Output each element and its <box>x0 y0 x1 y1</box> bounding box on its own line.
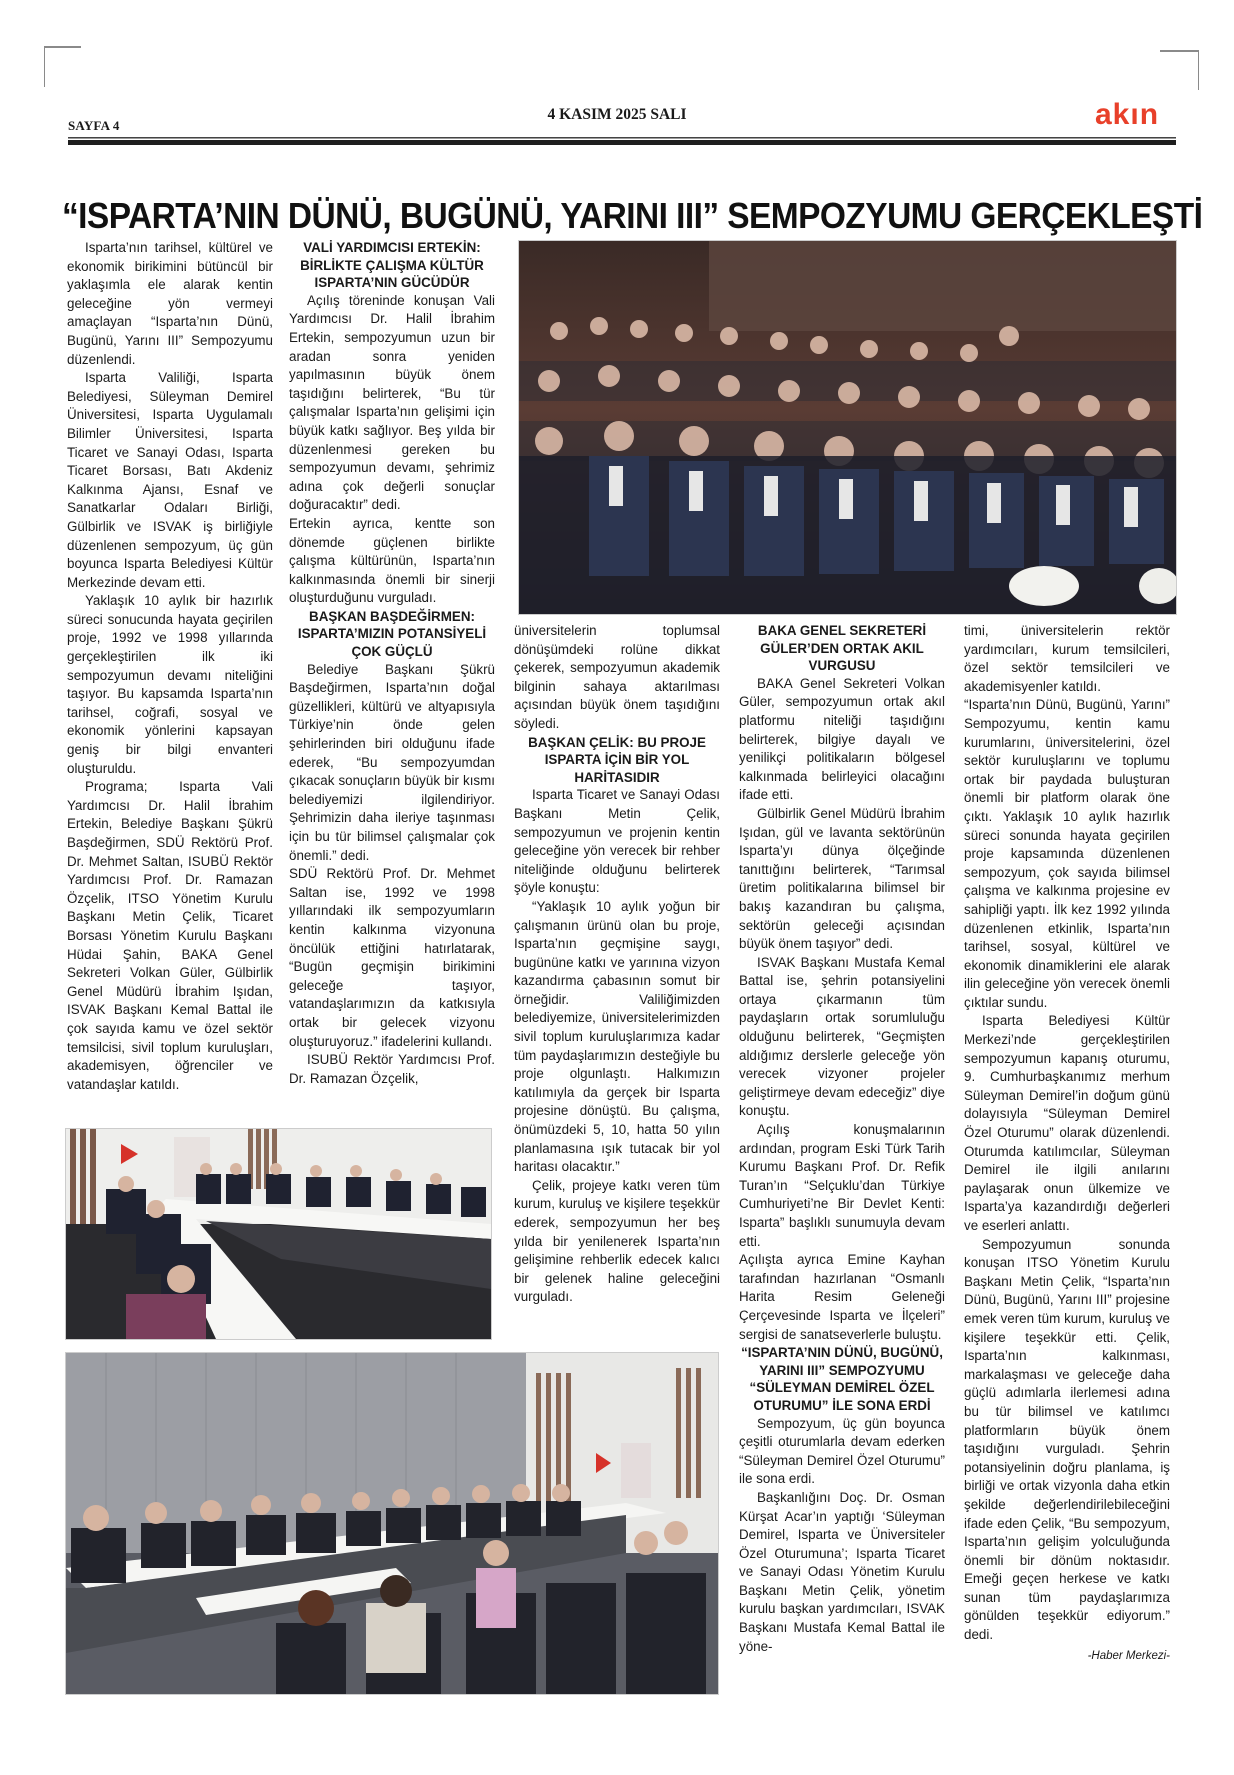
paragraph: Programa; Isparta Vali Yardımcısı Dr. Halil İbrahim Ertekin, Belediye Başkanı Şükrü Başdeğirmen, SDÜ Rektörü Prof. Dr. Mehmet Saltan, ISUBÜ Rektör Yardımcısı Prof. Dr. Ramazan Özçelik, ITSO Yönetim Kurulu Başkanı Metin Çelik, Ticaret Borsası Yönetim Kurulu Başkanı Hüdai Şahin, BAKA Genel Sekreteri Volkan Güler, Gülbirlik Genel Müdürü İbrahim Işıdan, ISVAK Başkanı Kemal Battal ile çok sayıda kamu ve özel sektör temsilcisi, sivil toplum kuruluşları, akademisyen, öğrenciler ve vatandaşlar katıldı. <box>67 779 273 1092</box>
newspaper-logo <box>1080 100 1175 128</box>
header-rule-thick <box>68 140 1176 145</box>
paragraph: Isparta Ticaret ve Sanayi Odası Başkanı Metin Çelik, sempozyumun ve projenin kentin geleceğine yön verecek bir rehber niteliğinde olduğunu belirterek şöyle konuştu: <box>514 787 720 896</box>
crop-mark-top-left-h <box>44 46 81 48</box>
subheading-guler: BAKA GENEL SEKRETERİ GÜLER’DEN ORTAK AKIL VURGUSU <box>757 623 927 674</box>
crop-mark-top-right-v <box>1198 52 1199 90</box>
paragraph: Isparta Valiliği, Isparta Belediyesi, Süleyman Demirel Üniversitesi, Isparta Uygulamalı Bilimler Üniversitesi, Isparta Ticaret ve Sanayi Odası, Isparta Ticaret Borsası, Batı Akdeniz Kalkınma Ajansı, Esnaf ve Sanatkarlar Odaları Birliği, Gülbirlik ve ISVAK iş birliğiyle düzenlenen sempozyum, üç gün boyunca Isparta Belediyesi Kültür Merkezinde devam etti. <box>67 370 273 590</box>
paragraph: SDÜ Rektörü Prof. Dr. Mehmet Saltan ise, 1992 ve 1998 yıllarındaki ilk sempozyumların kentin kalkınma vizyonuna öncülük ettiğini hatırlatarak, “Bugün geçmişin birikimini geleceğe taşıyor, vatandaşlarımızın da katkısıyla ortak bir gelecek vizyonu oluşturuyoruz.” ifadelerini kullandı. <box>289 866 495 1049</box>
paragraph: Gülbirlik Genel Müdürü İbrahim Işıdan, gül ve lavanta sektörünün Isparta’yı dünya ölçeğinde tanıttığını belirterek, “Tarımsal üretim politikalarına bilimsel bir bakış kazandıran bu çalışma, sektörün geleceği açısından büyük önem taşıyor” dedi. <box>739 805 945 952</box>
article-column-4 <box>739 622 945 1656</box>
meeting-room-photo-1 <box>65 1128 492 1340</box>
paragraph: “Isparta’nın Dünü, Bugünü, Yarını” Sempozyumu, kentin kamu kurumlarını, üniversitelerini, özel sektör kuruluşlarını ve toplumu ortak bir paydada buluşturan önemli bir platform olarak öne çıktı. Yaklaşık 10 aylık hazırlık süreci sonunda hayata geçirilen proje kapsamında düzenlenen sempozyum, çok sayıda bilimsel çalışma ve kalkınma projesine ev sahipliği yaptı. İlk kez 1992 yılında düzenlenen etkinlik, Isparta’nın tarihsel, sosyal, kültürel ve ekonomik dinamiklerini ele alarak ilin geleceğine yön verecek önemli çıktılar sundu. <box>964 697 1170 1010</box>
paragraph: Açılışta ayrıca Emine Kayhan tarafından hazırlanan “Osmanlı Harita Resim Geleneği Çerçevesinde Isparta ve İlçeleri” sergisi de sanatseverlerle buluştu. <box>739 1252 945 1342</box>
paragraph: Çelik, projeye katkı veren tüm kurum, kuruluş ve kişilere teşekkür ederek, sempozyumun her beş yılda bir yenilenerek Isparta’nın gelişimine rehberlik edecek kalıcı bir gelenek haline geleceğini vurguladı. <box>514 1177 720 1305</box>
article-column-5 <box>964 622 1170 1665</box>
meeting-room-photo-2 <box>65 1352 719 1695</box>
subheading-ertekin: VALİ YARDIMCISI ERTEKİN: BİRLİKTE ÇALIŞMA KÜLTÜR ISPARTA’NIN GÜCÜDÜR <box>300 240 484 291</box>
paragraph: Sempozyumun sonunda konuşan ITSO Yönetim Kurulu Başkanı Metin Çelik, “Isparta’nın Dünü, Bugünü, Yarını III” projesine emek veren tüm kurum, kuruluş ve kişilere teşekkür etti. Çelik, Isparta’nın kalkınması, markalaşması ve geleceğe daha güçlü adımlarla ilerlemesi adına bu tür bilimsel ve katılımcı platformların büyük önem taşıdığını vurguladı. Şehrin potansiyelinin doğru planlama, iş birliği ve ortak vizyonla daha etkin şekilde değerlendirilebileceğini ifade eden Çelik, “Bu sempozyum, Isparta’nın gelişim yolculuğunda önemli bir dönüm noktasıdır. Emeği geçen herkese ve katkı sunan tüm paydaşlarımıza gönülden teşekkür ediyorum.” dedi. <box>964 1236 1170 1643</box>
crop-mark-top-right-h <box>1160 50 1199 52</box>
logo-text: akın <box>1094 100 1160 128</box>
subheading-basdegirmen: BAŞKAN BAŞDEĞİRMEN: ISPARTA’MIZIN POTANSİYELİ ÇOK GÜÇLÜ <box>297 608 487 660</box>
article-column-2 <box>289 239 495 1088</box>
byline-credit: -Haber Merkezi- <box>1087 1649 1170 1662</box>
article-column-3 <box>514 622 720 1307</box>
paragraph: Ertekin ayrıca, kentte son dönemde güçlenen birlikte çalışma kültürünün, Isparta’nın kalkınmasında önemli bir sinerji oluşturduğunu vurguladı. <box>289 515 495 606</box>
subheading-closing-session: “ISPARTA’NIN DÜNÜ, BUGÜNÜ, YARINI III” SEMPOZYUMU “SÜLEYMAN DEMİREL ÖZEL OTURUMU” İLE SONA ERDİ <box>741 1345 943 1413</box>
article-column-1 <box>67 239 273 1094</box>
crop-mark-top-left-v <box>44 47 45 87</box>
paragraph: timi, üniversitelerin rektör yardımcıları, kurum temsilcileri, özel sektör temsilcileri ve akademisyenler katıldı. <box>964 623 1170 694</box>
paragraph: Başkanlığını Doç. Dr. Osman Kürşat Acar’ın yaptığı ‘Süleyman Demirel, Isparta ve Üniversiteler Özel Oturumuna’; Isparta Ticaret ve Sanayi Odası Yönetim Kurulu Başkanı Metin Çelik, yönetim kurulu başkan yardımcıları, ISVAK Başkanı Mustafa Kemal Battal ile yöne- <box>739 1489 945 1654</box>
auditorium-audience-photo <box>518 240 1177 615</box>
page-number: SAYFA 4 <box>68 118 120 133</box>
paragraph: ISUBÜ Rektör Yardımcısı Prof. Dr. Ramazan Özçelik, <box>289 1052 495 1086</box>
paragraph: Açılış konuşmalarının ardından, program Eski Türk Tarih Kurumu Başkanı Prof. Dr. Refik Turan’ın “Selçuklu’dan Türkiye Cumhuriyeti’ne Bir Devlet Kenti: Isparta” başlıklı sunumuyla devam etti. <box>739 1122 945 1249</box>
subheading-celik: BAŞKAN ÇELİK: BU PROJE ISPARTA İÇİN BİR YOL HARİTASIDIR <box>528 734 706 785</box>
header-rule-gray <box>68 138 1176 139</box>
issue-date: 4 KASIM 2025 SALI <box>547 106 687 123</box>
paragraph: “Yaklaşık 10 aylık yoğun bir çalışmanın ürünü olan bu proje, Isparta’nın geçmişine saygı, bugününe katkı ve yarınına vizyon kazandırma çabasının somut bir örneğidir. Valiliğimizden belediyemize, üniversitelerimizden sivil toplum kuruluşlarımıza kadar tüm paydaşlarımızın desteğiyle bu proje olgunlaştı. Halkımızın katılımıyla da gerçek bir Isparta projesine dönüştü. Bu çalışma, önümüzdeki 5, 10, hatta 50 yılın planlamasına ışık tutacak bir yol haritası olacaktır.” <box>514 898 720 1175</box>
paragraph: Isparta’nın tarihsel, kültürel ve ekonomik birikimini bütüncül bir yaklaşımla ele alarak kentin geleceğine yön vermeyi amaçlayan “Isparta’nın Dünü, Bugünü, Yarını III” Sempozyumu düzenlendi. <box>67 240 273 367</box>
paragraph: Isparta Belediyesi Kültür Merkezi’nde gerçekleştirilen sempozyumun kapanış oturumu, 9. Cumhurbaşkanımız merhum Süleyman Demirel’in doğum günü dolayısıyla “Süleyman Demirel Özel Oturumu” olarak düzenlendi. Oturumda katılımcılar, Süleyman Demirel ile ilgili anılarını paylaşarak onun ülkemize ve Isparta’ya kazandırdığı değerleri ve eserleri anlattı. <box>964 1013 1170 1233</box>
paragraph: üniversitelerin toplumsal dönüşümdeki rolüne dikkat çekerek, sempozyumun akademik bilginin sahaya aktarılması açısından büyük önem taşıdığını söyledi. <box>514 623 720 731</box>
paragraph: Sempozyum, üç gün boyunca çeşitli oturumlarla devam ederken “Süleyman Demirel Özel Oturumu” ile sona erdi. <box>739 1415 945 1487</box>
paragraph: Yaklaşık 10 aylık bir hazırlık süreci sonucunda hayata geçirilen proje, 1992 ve 1998 yıllarında gerçekleştirilen ilk iki sempozyumun devamı niteliğini taşıyor. Bu kapsamda Isparta’nın tarihsel, coğrafi, sosyal ve ekonomik yönlerini kapsayan geniş bir bilgi envanteri oluşturuldu. <box>67 593 273 776</box>
paragraph: Açılış töreninde konuşan Vali Yardımcısı Dr. Halil İbrahim Ertekin, sempozyumun uzun bir aradan sonra yeniden yapılmasının büyük önem taşıdığını belirterek, “Bu tür çalışmalar Isparta’nın gelişimi için büyük katkı sağlıyor. Beş yılda bir düzenlenmesi gereken bu sempozyumun devamı, şehrimiz adına çok değerli sonuçlar doğuracaktır” dedi. <box>289 292 495 513</box>
paragraph: ISVAK Başkanı Mustafa Kemal Battal ise, şehrin potansiyelini ortaya çıkarmanın tüm paydaşların ortak sorumluluğu olduğunu belirterek, “Geçmişten aldığımız derslerle geleceğe yön verecek vizyoner projeler geliştirmeye devam edeceğiz” diye konuştu. <box>739 954 945 1119</box>
paragraph: BAKA Genel Sekreteri Volkan Güler, sempozyumun ortak akıl platformu niteliği taşıdığını belirterek, bilgiye dayalı ve yenilikçi politikaların bölgesel kalkınmada belirleyici olacağını ifade etti. <box>739 675 945 803</box>
paragraph: Belediye Başkanı Şükrü Başdeğirmen, Isparta’nın doğal güzellikleri, kültürü ve altyapısıyla Türkiye’nin önde gelen şehirlerinden biri olduğunu ifade ederek, “Bu sempozyumdan çıkacak sonuçların büyük bir kısmı belediyemizi ilgilendiriyor. Şehrimizin daha ileriye taşınması için bu tür bilimsel çalışmalar çok önemli.” dedi. <box>289 661 495 863</box>
article-headline: “ISPARTA’NIN DÜNÜ, BUGÜNÜ, YARINI III” SEMPOZYUMU GERÇEKLEŞTİ <box>62 195 1203 236</box>
